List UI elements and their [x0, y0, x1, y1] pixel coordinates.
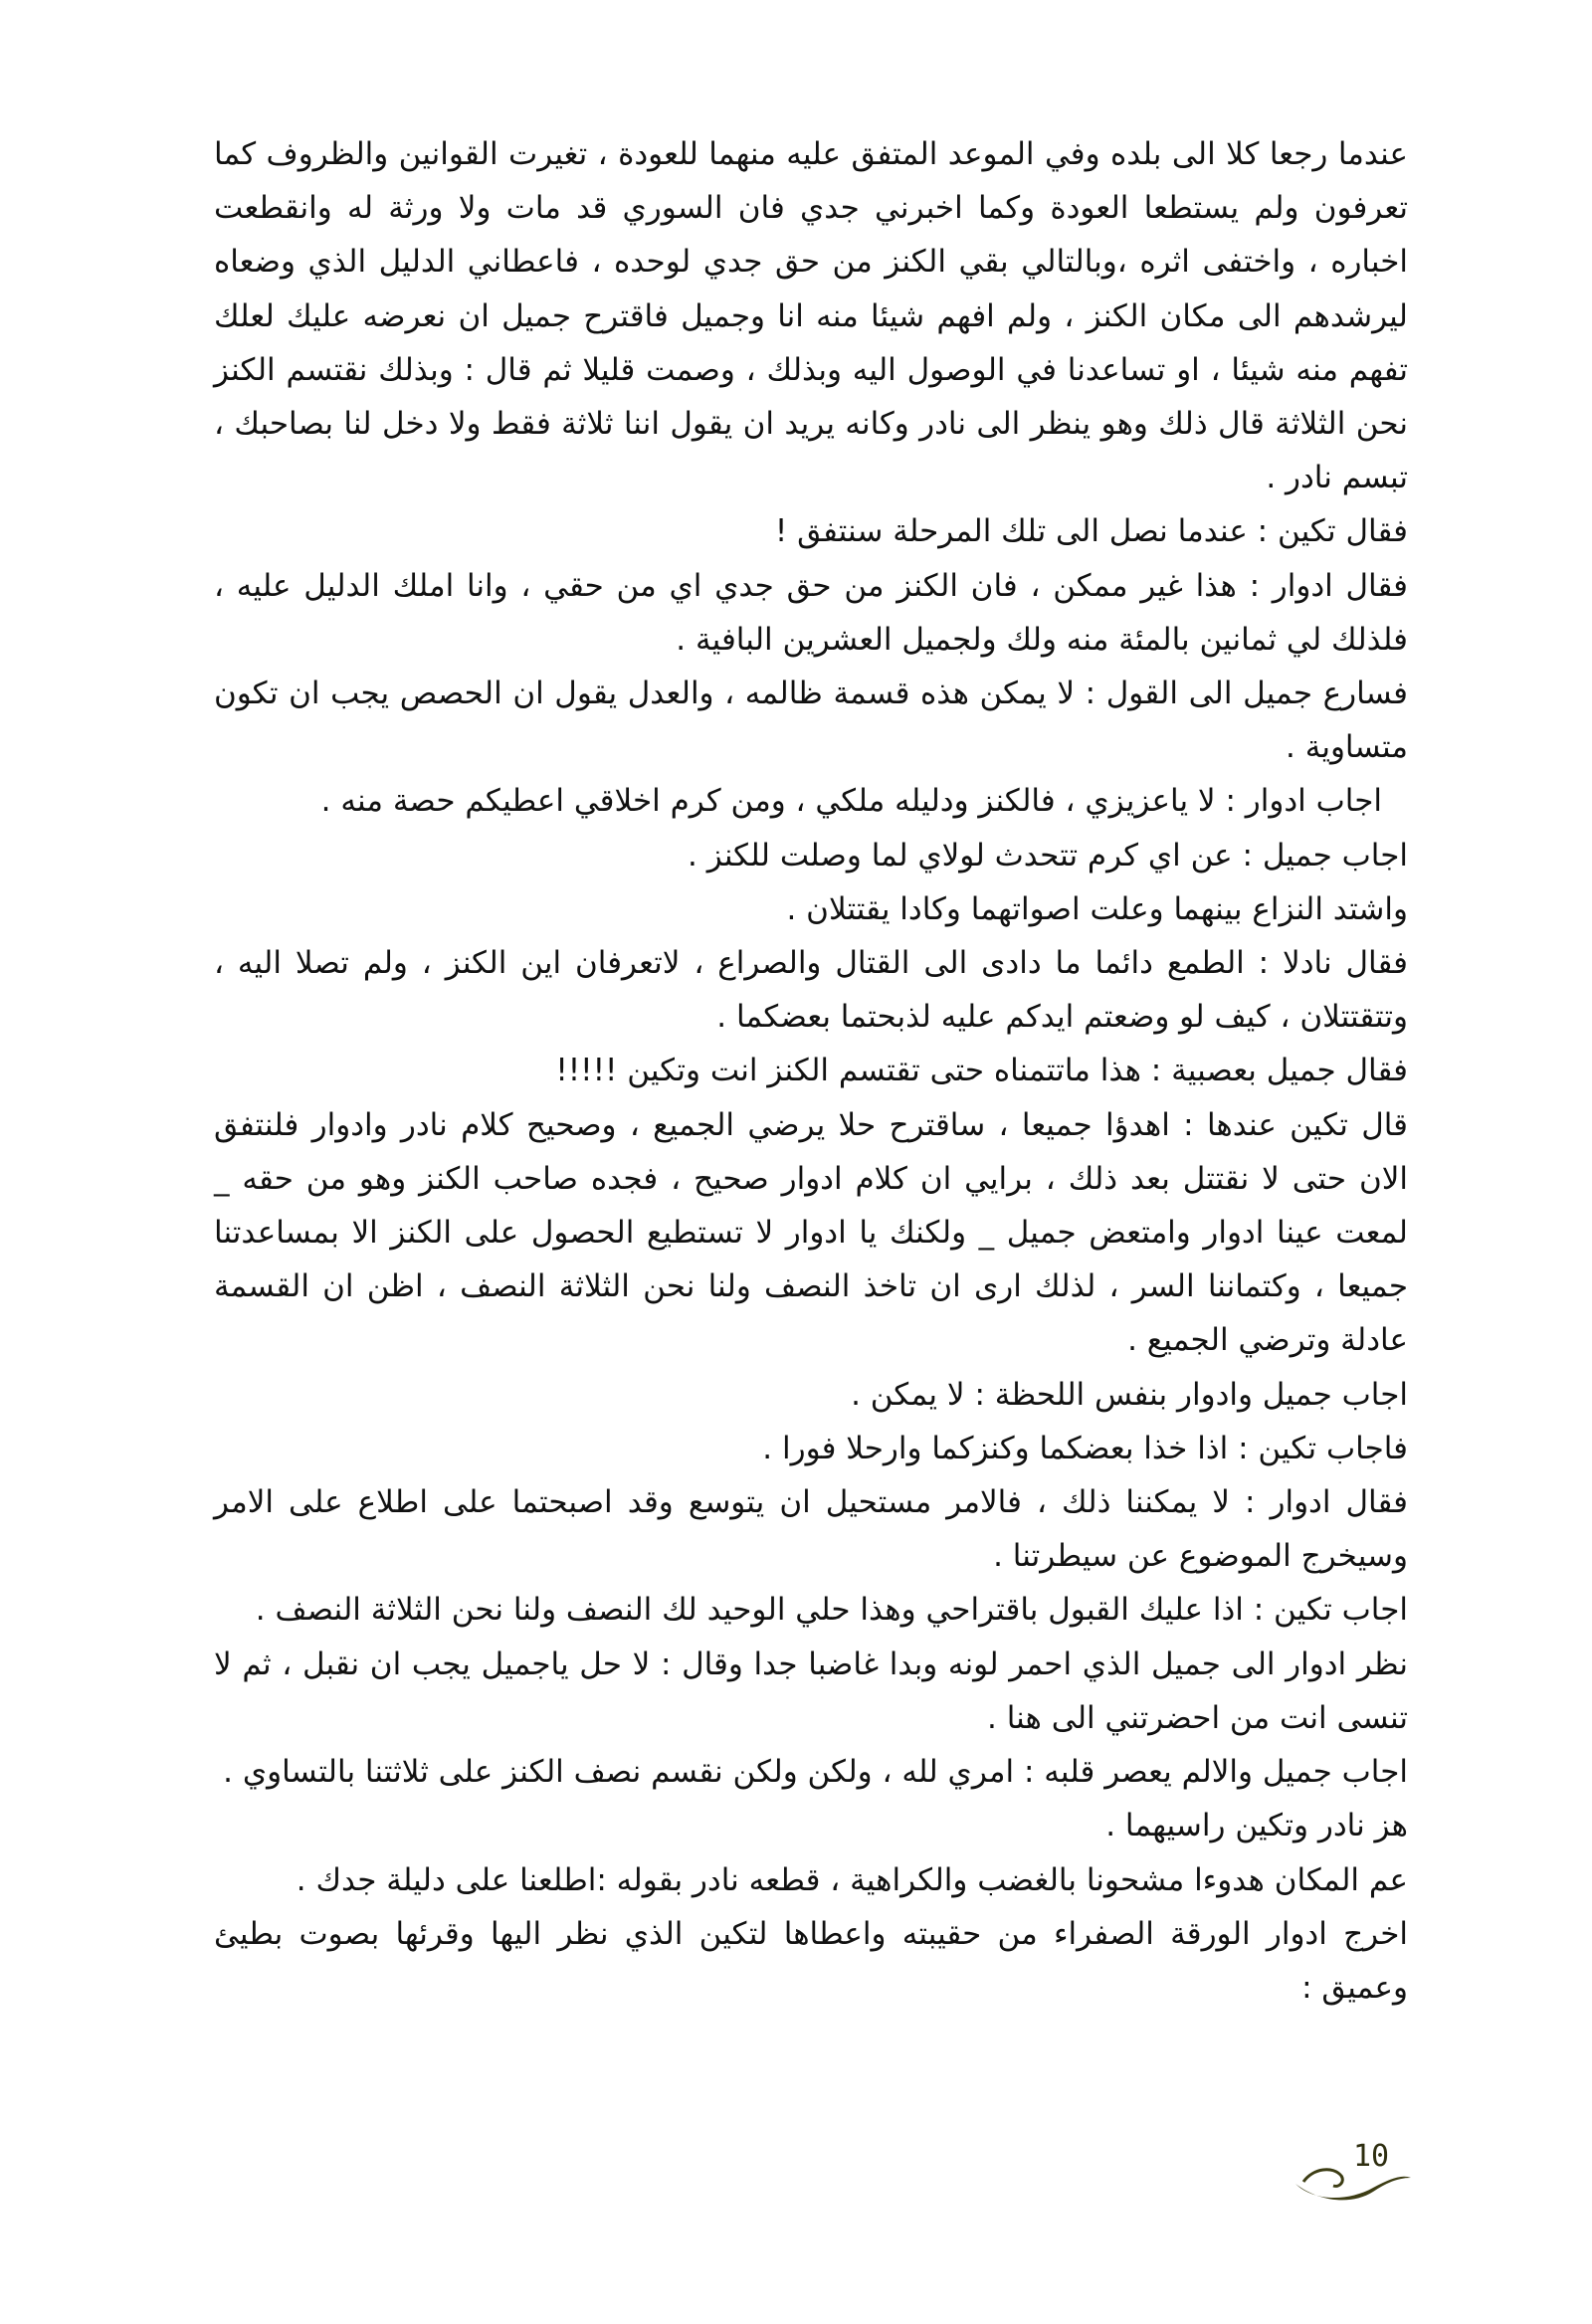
paragraph-19: اخرج ادوار الورقة الصفراء من حقيبته واعطاها لتكين الذي نظر اليها وقرئها بصوت بطيئ وعميق :	[214, 1915, 1408, 2006]
paragraph-16: اجاب جميل والالم يعصر قلبه : امري لله ، ولكن ولكن نقسم نصف الكنز على ثلاثتنا بالتساوي .	[223, 1754, 1408, 1791]
paragraph-13: فقال ادوار : لا يمكننا ذلك ، فالامر مستحيل ان يتوسع وقد اصبحتما على اطلاع على الامر وسيخرج الموضوع عن سيطرتنا .	[214, 1484, 1408, 1575]
paragraph-8: فقال نادلا : الطمع دائما ما دادى الى القتال والصراع ، لاتعرفان اين الكنز ، ولم تصلا اليه ، وتتقتتلان ، كيف لو وضعتم ايدكم عليه لذبحتما بعضكما .	[214, 945, 1408, 1036]
paragraph-5: اجاب ادوار : لا ياعزيزي ، فالكنز ودليله ملكي ، ومن كرم اخلاقي اعطيكم حصة منه .	[320, 783, 1382, 820]
paragraph-4: فسارع جميل الى القول : لا يمكن هذه قسمة ظالمه ، والعدل يقول ان الحصص يجب ان تكون متساوية .	[214, 676, 1408, 766]
paragraph-9: فقال جميل بعصبية : هذا ماتتمناه حتى تقتسم الكنز انت وتكين !!!!!	[555, 1053, 1408, 1089]
paragraph-7: واشتد النزاع بينهما وعلت اصواتهما وكادا يقتتلان .	[786, 890, 1408, 927]
paragraph-12: فاجاب تكين : اذا خذا بعضكما وكنزكما وارحلا فورا .	[762, 1430, 1408, 1466]
paragraph-2: فقال تكين : عندما نصل الى تلك المرحلة سنتفق !	[774, 513, 1408, 550]
paragraph-11: اجاب جميل وادوار بنفس اللحظة : لا يمكن .	[851, 1376, 1408, 1413]
paragraph-1: عندما رجعا كلا الى بلده وفي الموعد المتفق عليه منهما للعودة ، تغيرت القوانين والظروف كما تعرفون ولم يستطعا العودة وكما اخبرني جدي فان السوري قد مات ولا ورثة له وانقطعت اخباره ، واختفى اثره ،وبالتالي بقي الكنز من حق جدي لوحده ، فاعطاني الدليل الذي وضعاه ليرشدهم الى مكان الكنز ، ولم افهم شيئا منه انا وجميل فاقترح جميل ان نعرضه عليك لعلك تفهم منه شيئا ، او تساعدنا في الوصول اليه وبذلك ، وصمت قليلا ثم قال : وبذلك نقتسم الكنز نحن الثلاثة قال ذلك وهو ينظر الى نادر وكانه يريد ان يقول اننا ثلاثة فقط ولا دخل لنا بصاحبك ، تبسم نادر .	[214, 136, 1408, 496]
paragraph-6: اجاب جميل : عن اي كرم تتحدث لولاي لما وصلت للكنز .	[688, 837, 1408, 873]
body-text	[214, 127, 1408, 2015]
paragraph-3: فقال ادوار : هذا غير ممكن ، فان الكنز من حق جدي اي من حقي ، وانا املك الدليل عليه ، فلذلك لي ثمانين بالمئة منه ولك ولجميل العشرين البافية .	[214, 567, 1408, 658]
paragraph-10: قال تكين عندها : اهدؤا جميعا ، ساقترح حلا يرضي الجميع ، وصحيح كلام نادر وادوار فلنتفق الان حتى لا نقتتل بعد ذلك ، برايي ان كلام ادوار صحيح ، فجده صاحب الكنز وهو من حقه _ لمعت عينا ادوار وامتعض جميل _ ولكنك يا ادوار لا تستطيع الحصول على الكنز الا بمساعدتنا جميعا ، وكتماننا السر ، لذلك ارى ان تاخذ النصف ولنا نحن الثلاثة النصف ، اظن ان القسمة عادلة وترضي الجميع .	[214, 1106, 1408, 1359]
paragraph-18: عم المكان هدوءا مشحونا بالغضب والكراهية ، قطعه نادر بقوله :اطلعنا على دليلة جدك .	[296, 1861, 1408, 1898]
paragraph-14: اجاب تكين : اذا عليك القبول باقتراحي وهذا حلي الوحيد لك النصف ولنا نحن الثلاثة النصف .	[255, 1592, 1408, 1629]
ornament-swirl-icon	[1295, 2177, 1411, 2201]
ornament-curl-icon	[1303, 2170, 1342, 2187]
paragraph-15: نظر ادوار الى جميل الذي احمر لونه وبدا غاضبا جدا وقال : لا حل ياجميل يجب ان نقبل ، ثم لا تنسى انت من احضرتني الى هنا .	[214, 1646, 1408, 1736]
page-number: 10	[1353, 2139, 1390, 2174]
paragraph-17: هز نادر وتكين راسيهما .	[1105, 1808, 1408, 1844]
